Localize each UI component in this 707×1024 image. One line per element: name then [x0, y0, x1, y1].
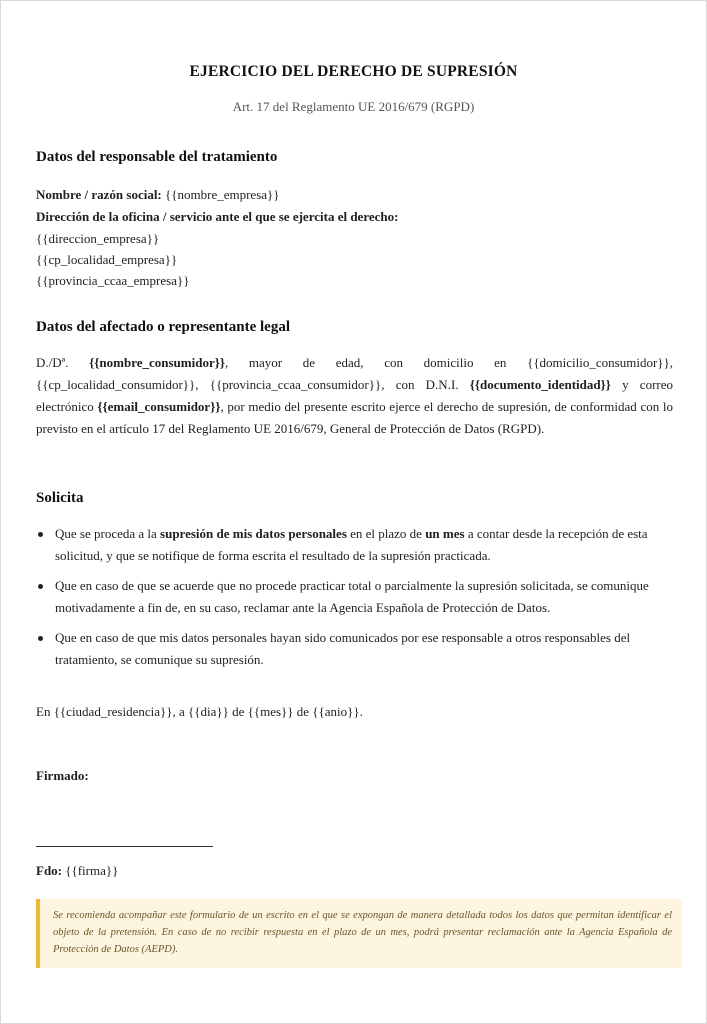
list-item [36, 627, 673, 671]
list-item [36, 523, 673, 567]
fdo-line [36, 863, 118, 879]
document-title: EJERCICIO DEL DERECHO DE SUPRESIÓN [189, 63, 518, 80]
item-text: en el plazo de [346, 526, 426, 541]
date-line: En {{ciudad_residencia}}, a {{dia}} de {{mes}} de {{anio}}. [36, 704, 363, 719]
item-text: Que se proceda a la [55, 526, 161, 541]
recommendation-note: Se recomienda acompañar este formulario de un escrito en el que se expongan de manera detallada todos los datos que permitan identificar el objeto de la pretensión. En caso de no recibir respuesta en el plazo de un mes, podrá presentar reclamación ante la Agencia Española de Protección de Datos (AEPD). [36, 899, 682, 968]
signature-line [36, 846, 213, 847]
section-heading-responsable: Datos del responsable del tratamiento [36, 149, 278, 165]
solicita-list [36, 523, 673, 679]
nombre-empresa-value: {{nombre_empresa}} [165, 187, 280, 202]
item-text: Que en caso de que mis datos personales hayan sido comunicados por ese responsable a otros responsables del tratamiento, se comunique su supresión. [55, 630, 631, 667]
section-heading-afectado: Datos del afectado o representante legal [36, 319, 290, 335]
nombre-empresa-line [36, 187, 280, 203]
email-consumidor: {{email_consumidor}} [97, 399, 221, 414]
fdo-value: {{firma}} [65, 863, 119, 878]
afectado-text-2: , mayor de edad, con domicilio en {{domicilio_consumidor}}, {{cp_localidad_consumidor}}, {{provincia_ccaa_consumidor}}, con D.N.I. [36, 355, 673, 392]
bullet-icon [38, 532, 43, 537]
afectado-text-4: , por medio del presente escrito ejerce el derecho de supresión, de conformidad con lo previsto en el artículo 17 del Reglamento UE 2016/679, General de Protección de Datos (RGPD). [36, 399, 673, 436]
direccion-empresa: {{direccion_empresa}} [36, 231, 160, 246]
item-text: Que en caso de que se acuerde que no procede practicar total o parcialmente la supresión solicitada, se comunique motivadamente a fin de, en su caso, reclamar ante la Agencia Española de Protección de Datos. [55, 578, 649, 615]
afectado-text-3: y correo electrónico [36, 377, 673, 414]
afectado-text-1: D./Dª. [36, 355, 90, 370]
firmado-label: Firmado: [36, 768, 89, 783]
list-item [36, 575, 673, 619]
bullet-icon [38, 636, 43, 641]
item-emphasis: un mes [425, 526, 465, 541]
direccion-label: Dirección de la oficina / servicio ante el que se ejercita el derecho: [36, 209, 399, 224]
section-heading-solicita: Solicita [36, 490, 84, 506]
item-text: a contar desde la recepción de esta solicitud, y que se notifique de forma escrita el resultado de la supresión practicada. [55, 526, 648, 563]
cp-localidad-empresa: {{cp_localidad_empresa}} [36, 252, 178, 267]
documento-identidad: {{documento_identidad}} [469, 377, 611, 392]
provincia-ccaa-empresa: {{provincia_ccaa_empresa}} [36, 273, 190, 288]
item-emphasis: supresión de mis datos personales [160, 526, 347, 541]
document-subtitle: Art. 17 del Reglamento UE 2016/679 (RGPD) [232, 99, 475, 114]
nombre-empresa-label: Nombre / razón social: [36, 187, 162, 202]
fdo-label: Fdo: [36, 863, 62, 878]
nombre-consumidor: {{nombre_consumidor}} [89, 355, 225, 370]
afectado-paragraph [36, 352, 673, 440]
bullet-icon [38, 584, 43, 589]
